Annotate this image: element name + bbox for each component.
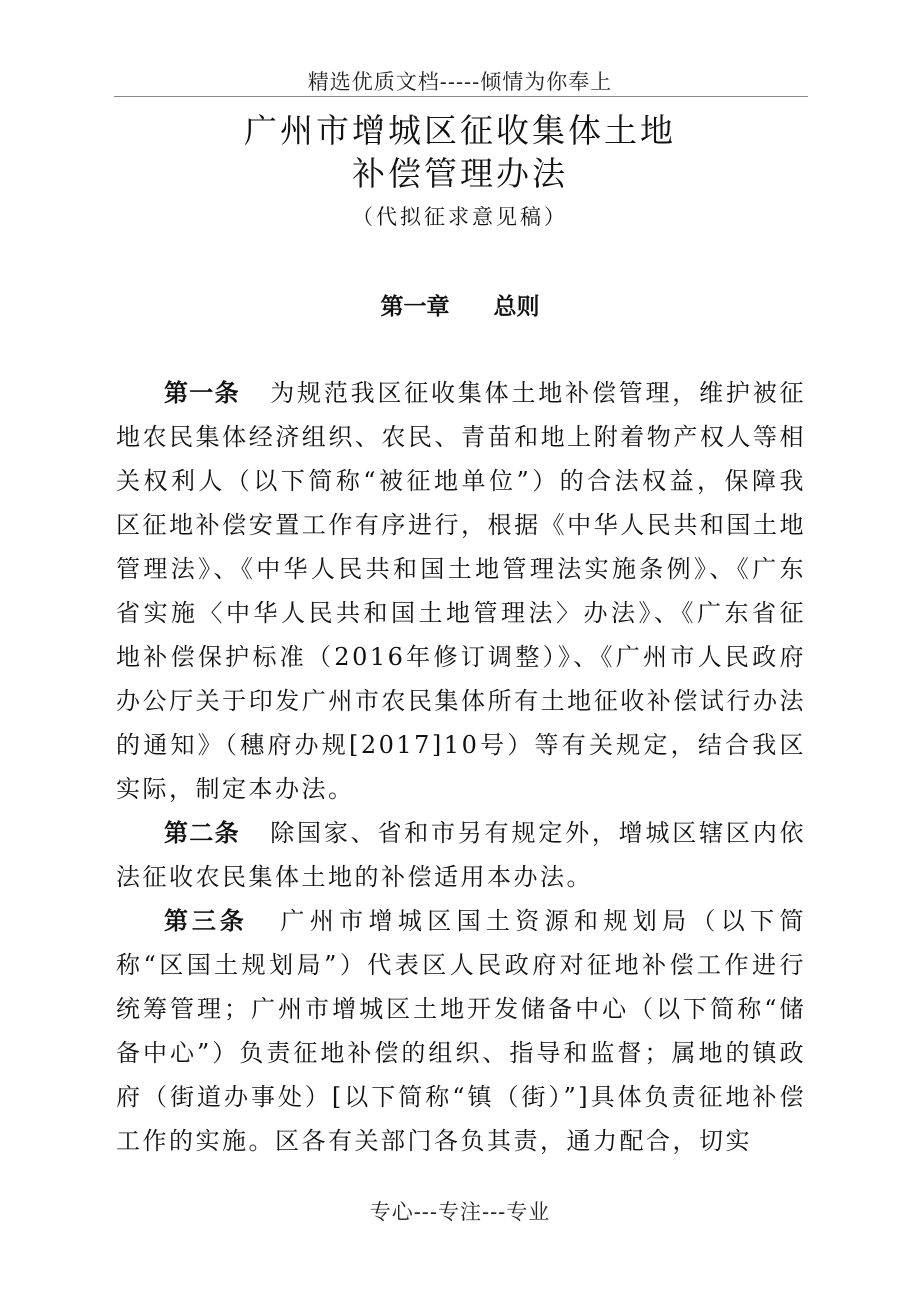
chapter-heading xyxy=(0,288,920,321)
chapter-number: 第一章 xyxy=(380,294,450,320)
article-text: 为规范我区征收集体土地补偿管理，维护被征地农民集体经济组织、农民、青苗和地上附着物产权人等相关权利人（以下简称“被征地单位”）的合法权益，保障我区征地补偿安置工作有序进行，根据《中华人民共和国土地管理法》、《中华人民共和国土地管理法实施条例》、《广东省实施〈中华人民共和国土地管理法〉办法》、《广东省征地补偿保护标准（2016年修订调整）》、《广州市人民政府办公厅关于印发广州市农民集体所有土地征收补偿试行办法的通知》（穗府办规[2017]10号）等有关规定，结合我区实际，制定本办法。 xyxy=(116,379,807,803)
chapter-name: 总则 xyxy=(493,294,540,320)
article-text: 除国家、省和市另有规定外，增城区辖区内依法征收农民集体土地的补偿适用本办法。 xyxy=(116,819,807,891)
document-title-line-1: 广州市增城区征收集体土地 xyxy=(244,111,676,150)
article-label: 第三条 xyxy=(164,907,248,935)
document-title-line-2: 补偿管理办法 xyxy=(352,154,568,193)
article-2 xyxy=(116,811,806,899)
article-text: 广州市增城区国土资源和规划局（以下简称“区国土规划局”）代表区人民政府对征地补偿工作进行统筹管理；广州市增城区土地开发储备中心（以下简称“储备中心”）负责征地补偿的组织、指导和监督；属地的镇政府（街道办事处）[以下简称“镇（街）”]具体负责征地补偿工作的实施。区各有关部门各负其责，通力配合，切实 xyxy=(116,907,807,1155)
article-3 xyxy=(116,899,806,1163)
document-subtitle: （代拟征求意见稿） xyxy=(352,205,568,229)
header-divider xyxy=(114,96,808,97)
page-header: 精选优质文档-----倾情为你奉上 xyxy=(307,70,613,94)
page-footer: 专心---专注---专业 xyxy=(369,1200,551,1224)
article-label: 第二条 xyxy=(164,819,240,847)
article-label: 第一条 xyxy=(164,379,240,407)
article-1 xyxy=(116,371,806,811)
document-body xyxy=(116,371,806,1163)
